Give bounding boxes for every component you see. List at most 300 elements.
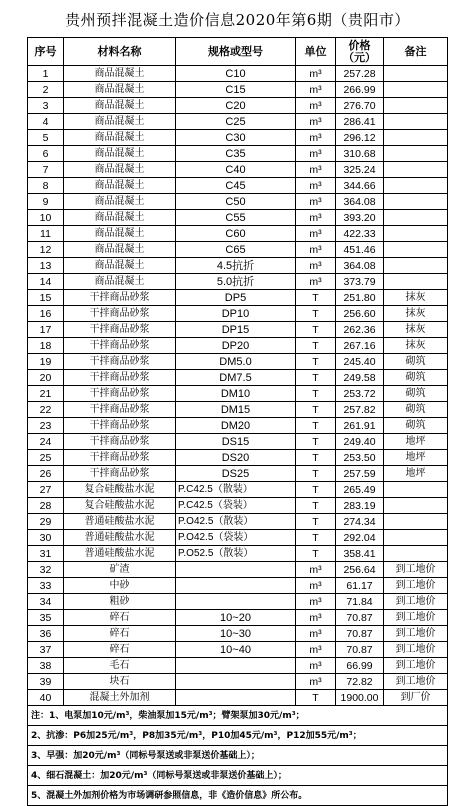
unit-cell: m³: [296, 146, 336, 162]
unit-cell: m³: [296, 82, 336, 98]
unit-cell: m³: [296, 626, 336, 642]
material-spec: DM20: [176, 418, 296, 434]
note-cell: 抹灰: [384, 306, 448, 322]
row-number: 8: [28, 178, 64, 194]
material-spec: P.C42.5（袋装）: [176, 498, 296, 514]
price-cell: 292.04: [336, 530, 384, 546]
unit-cell: m³: [296, 210, 336, 226]
note-cell: [384, 514, 448, 530]
header-unit: 单位: [296, 38, 336, 66]
header-note: 备注: [384, 38, 448, 66]
unit-cell: T: [296, 386, 336, 402]
price-cell: 344.66: [336, 178, 384, 194]
table-row: [28, 146, 448, 162]
row-number: 35: [28, 610, 64, 626]
material-name: 商品混凝土: [64, 210, 176, 226]
unit-cell: m³: [296, 98, 336, 114]
unit-cell: T: [296, 690, 336, 706]
material-spec: P.C42.5（散装）: [176, 482, 296, 498]
price-cell: 253.50: [336, 450, 384, 466]
document-title: 贵州预拌混凝土造价信息2020年第6期（贵阳市）: [65, 11, 410, 29]
material-name: 商品混凝土: [64, 274, 176, 290]
material-name: 商品混凝土: [64, 98, 176, 114]
price-cell: 393.20: [336, 210, 384, 226]
material-name: 商品混凝土: [64, 162, 176, 178]
unit-cell: m³: [296, 66, 336, 82]
header-price: [336, 38, 384, 66]
note-cell: [384, 210, 448, 226]
unit-cell: m³: [296, 562, 336, 578]
price-cell: 249.58: [336, 370, 384, 386]
material-name: 商品混凝土: [64, 82, 176, 98]
unit-cell: m³: [296, 226, 336, 242]
header-spec: 规格或型号: [176, 38, 296, 66]
price-cell: 286.41: [336, 114, 384, 130]
price-cell: 257.82: [336, 402, 384, 418]
price-cell: 251.80: [336, 290, 384, 306]
material-spec: [176, 578, 296, 594]
unit-cell: m³: [296, 658, 336, 674]
table-row: [28, 690, 448, 706]
table-row: [28, 114, 448, 130]
row-number: 19: [28, 354, 64, 370]
material-name: 商品混凝土: [64, 114, 176, 130]
table-row: [28, 338, 448, 354]
row-number: 14: [28, 274, 64, 290]
material-spec: 10~30: [176, 626, 296, 642]
unit-cell: T: [296, 322, 336, 338]
unit-cell: T: [296, 402, 336, 418]
material-spec: C55: [176, 210, 296, 226]
material-name: 商品混凝土: [64, 258, 176, 274]
material-name: 碎石: [64, 626, 176, 642]
table-row: [28, 498, 448, 514]
unit-cell: T: [296, 418, 336, 434]
price-cell: 66.99: [336, 658, 384, 674]
unit-cell: m³: [296, 130, 336, 146]
unit-cell: T: [296, 514, 336, 530]
note-cell: [384, 162, 448, 178]
price-cell: 283.19: [336, 498, 384, 514]
unit-cell: T: [296, 338, 336, 354]
table-row: [28, 210, 448, 226]
table-row: [28, 290, 448, 306]
unit-cell: m³: [296, 674, 336, 690]
unit-cell: m³: [296, 162, 336, 178]
note-cell: 地坪: [384, 466, 448, 482]
material-name: 干拌商品砂浆: [64, 434, 176, 450]
row-number: 30: [28, 530, 64, 546]
table-row: [28, 642, 448, 658]
header-no: 序号: [28, 38, 64, 66]
unit-cell: T: [296, 498, 336, 514]
material-name: 干拌商品砂浆: [64, 450, 176, 466]
row-number: 28: [28, 498, 64, 514]
note-cell: 砌筑: [384, 386, 448, 402]
note-cell: 到工地价: [384, 578, 448, 594]
material-spec: P.O42.5（散装）: [176, 514, 296, 530]
price-cell: 257.59: [336, 466, 384, 482]
note-cell: [384, 546, 448, 562]
material-name: 普通硅酸盐水泥: [64, 546, 176, 562]
note-row: [28, 706, 448, 726]
material-spec: C45: [176, 178, 296, 194]
table-row: [28, 482, 448, 498]
material-spec: 5.0抗折: [176, 274, 296, 290]
note-cell: [384, 482, 448, 498]
row-number: 38: [28, 658, 64, 674]
note-cell: 抹灰: [384, 322, 448, 338]
footnote-text: 3、早强：加20元/m³（同标号泵送或非泵送价基础上）；: [28, 746, 448, 766]
table-row: [28, 578, 448, 594]
header-name: 材料名称: [64, 38, 176, 66]
table-row: [28, 562, 448, 578]
table-row: [28, 370, 448, 386]
price-cell: 1900.00: [336, 690, 384, 706]
table-row: [28, 66, 448, 82]
note-row: [28, 786, 448, 806]
price-cell: 310.68: [336, 146, 384, 162]
note-cell: [384, 178, 448, 194]
note-cell: [384, 258, 448, 274]
table-row: [28, 178, 448, 194]
row-number: 18: [28, 338, 64, 354]
note-cell: 到工地价: [384, 658, 448, 674]
note-cell: [384, 130, 448, 146]
note-cell: 地坪: [384, 450, 448, 466]
row-number: 22: [28, 402, 64, 418]
table-row: [28, 82, 448, 98]
row-number: 36: [28, 626, 64, 642]
table-row: [28, 386, 448, 402]
row-number: 24: [28, 434, 64, 450]
unit-cell: m³: [296, 610, 336, 626]
row-number: 32: [28, 562, 64, 578]
table-row: [28, 130, 448, 146]
note-cell: 抹灰: [384, 338, 448, 354]
price-cell: 422.33: [336, 226, 384, 242]
material-spec: C40: [176, 162, 296, 178]
price-cell: 364.08: [336, 194, 384, 210]
note-cell: 砌筑: [384, 370, 448, 386]
price-cell: 325.24: [336, 162, 384, 178]
row-number: 11: [28, 226, 64, 242]
price-cell: 257.28: [336, 66, 384, 82]
note-row: [28, 766, 448, 786]
material-spec: DM15: [176, 402, 296, 418]
table-header: [28, 38, 448, 66]
material-spec: DM7.5: [176, 370, 296, 386]
table-row: [28, 258, 448, 274]
material-spec: [176, 562, 296, 578]
material-spec: DP20: [176, 338, 296, 354]
price-cell: 256.64: [336, 562, 384, 578]
unit-cell: m³: [296, 194, 336, 210]
material-spec: C25: [176, 114, 296, 130]
price-cell: 253.72: [336, 386, 384, 402]
unit-cell: m³: [296, 114, 336, 130]
note-cell: 抹灰: [384, 290, 448, 306]
table-row: [28, 226, 448, 242]
row-number: 5: [28, 130, 64, 146]
note-cell: [384, 194, 448, 210]
unit-cell: T: [296, 354, 336, 370]
note-cell: 到厂价: [384, 690, 448, 706]
table-row: [28, 242, 448, 258]
row-number: 26: [28, 466, 64, 482]
table-row: [28, 274, 448, 290]
table-row: [28, 402, 448, 418]
material-name: 干拌商品砂浆: [64, 354, 176, 370]
material-spec: C15: [176, 82, 296, 98]
material-name: 干拌商品砂浆: [64, 418, 176, 434]
material-spec: 4.5抗折: [176, 258, 296, 274]
footnote-text: 2、抗渗：P6加25元/m³，P8加35元/m³，P10加45元/m³，P12加55元/m³；: [28, 726, 448, 746]
price-cell: 265.49: [336, 482, 384, 498]
material-name: 干拌商品砂浆: [64, 290, 176, 306]
row-number: 2: [28, 82, 64, 98]
note-cell: 砌筑: [384, 418, 448, 434]
material-name: 商品混凝土: [64, 66, 176, 82]
unit-cell: m³: [296, 258, 336, 274]
material-spec: C35: [176, 146, 296, 162]
material-name: 商品混凝土: [64, 178, 176, 194]
material-name: 复合硅酸盐水泥: [64, 498, 176, 514]
material-spec: DS20: [176, 450, 296, 466]
row-number: 12: [28, 242, 64, 258]
note-cell: [384, 98, 448, 114]
unit-cell: m³: [296, 178, 336, 194]
material-name: 商品混凝土: [64, 226, 176, 242]
table-row: [28, 514, 448, 530]
material-name: 中砂: [64, 578, 176, 594]
row-number: 10: [28, 210, 64, 226]
unit-cell: m³: [296, 594, 336, 610]
unit-cell: T: [296, 434, 336, 450]
material-name: 商品混凝土: [64, 194, 176, 210]
row-number: 34: [28, 594, 64, 610]
note-cell: 到工地价: [384, 594, 448, 610]
row-number: 4: [28, 114, 64, 130]
table-row: [28, 434, 448, 450]
table-row: [28, 162, 448, 178]
table-row: [28, 450, 448, 466]
row-number: 39: [28, 674, 64, 690]
material-spec: C30: [176, 130, 296, 146]
price-cell: 61.17: [336, 578, 384, 594]
price-cell: 364.08: [336, 258, 384, 274]
note-cell: [384, 114, 448, 130]
price-cell: 451.46: [336, 242, 384, 258]
price-cell: 296.12: [336, 130, 384, 146]
header-price-unit: （元）: [343, 50, 376, 64]
row-number: 27: [28, 482, 64, 498]
material-name: 矿渣: [64, 562, 176, 578]
note-cell: [384, 66, 448, 82]
note-cell: 到工地价: [384, 562, 448, 578]
note-row: [28, 726, 448, 746]
material-name: 商品混凝土: [64, 242, 176, 258]
unit-cell: T: [296, 546, 336, 562]
material-name: 干拌商品砂浆: [64, 386, 176, 402]
price-cell: 70.87: [336, 626, 384, 642]
note-cell: [384, 274, 448, 290]
material-spec: C20: [176, 98, 296, 114]
material-spec: C60: [176, 226, 296, 242]
row-number: 9: [28, 194, 64, 210]
price-cell: 276.70: [336, 98, 384, 114]
material-spec: DS25: [176, 466, 296, 482]
table-row: [28, 674, 448, 690]
material-name: 普通硅酸盐水泥: [64, 514, 176, 530]
row-number: 23: [28, 418, 64, 434]
table-row: [28, 466, 448, 482]
unit-cell: T: [296, 466, 336, 482]
unit-cell: T: [296, 530, 336, 546]
note-cell: 到工地价: [384, 642, 448, 658]
material-name: 毛石: [64, 658, 176, 674]
material-spec: DP15: [176, 322, 296, 338]
material-spec: [176, 594, 296, 610]
table-row: [28, 530, 448, 546]
note-cell: 地坪: [384, 434, 448, 450]
row-number: 17: [28, 322, 64, 338]
row-number: 7: [28, 162, 64, 178]
note-cell: [384, 146, 448, 162]
row-number: 15: [28, 290, 64, 306]
table-row: [28, 306, 448, 322]
material-name: 干拌商品砂浆: [64, 402, 176, 418]
material-spec: C10: [176, 66, 296, 82]
price-cell: 245.40: [336, 354, 384, 370]
material-spec: [176, 690, 296, 706]
material-spec: DP5: [176, 290, 296, 306]
unit-cell: m³: [296, 242, 336, 258]
material-spec: DP10: [176, 306, 296, 322]
row-number: 33: [28, 578, 64, 594]
unit-cell: T: [296, 290, 336, 306]
price-cell: 262.36: [336, 322, 384, 338]
material-spec: C65: [176, 242, 296, 258]
material-name: 混凝土外加剂: [64, 690, 176, 706]
table-row: [28, 98, 448, 114]
material-spec: [176, 658, 296, 674]
note-cell: 到工地价: [384, 626, 448, 642]
header-price-label: 价格: [348, 38, 371, 52]
price-cell: 266.99: [336, 82, 384, 98]
row-number: 21: [28, 386, 64, 402]
material-spec: [176, 674, 296, 690]
row-number: 3: [28, 98, 64, 114]
footnote-text: 注：1、电泵加10元/m³，柴油泵加15元/m³；臂架泵加30元/m³；: [28, 706, 448, 726]
unit-cell: T: [296, 370, 336, 386]
material-name: 复合硅酸盐水泥: [64, 482, 176, 498]
row-number: 6: [28, 146, 64, 162]
price-cell: 261.91: [336, 418, 384, 434]
price-cell: 274.34: [336, 514, 384, 530]
table-row: [28, 626, 448, 642]
row-number: 40: [28, 690, 64, 706]
note-cell: [384, 82, 448, 98]
material-spec: DM10: [176, 386, 296, 402]
table-row: [28, 194, 448, 210]
unit-cell: T: [296, 482, 336, 498]
note-row: [28, 746, 448, 766]
price-cell: 256.60: [336, 306, 384, 322]
material-name: 块石: [64, 674, 176, 690]
unit-cell: m³: [296, 274, 336, 290]
material-name: 普通硅酸盐水泥: [64, 530, 176, 546]
note-cell: [384, 530, 448, 546]
material-name: 干拌商品砂浆: [64, 338, 176, 354]
note-cell: 砌筑: [384, 354, 448, 370]
material-spec: 10~40: [176, 642, 296, 658]
material-name: 商品混凝土: [64, 130, 176, 146]
table-row: [28, 610, 448, 626]
material-spec: DS15: [176, 434, 296, 450]
row-number: 29: [28, 514, 64, 530]
material-name: 干拌商品砂浆: [64, 466, 176, 482]
table-row: [28, 594, 448, 610]
material-name: 干拌商品砂浆: [64, 370, 176, 386]
material-spec: P.O42.5（袋装）: [176, 530, 296, 546]
price-cell: 373.79: [336, 274, 384, 290]
table-row: [28, 658, 448, 674]
row-number: 13: [28, 258, 64, 274]
table-body: [28, 66, 448, 706]
material-name: 粗砂: [64, 594, 176, 610]
material-spec: P.O52.5（散装）: [176, 546, 296, 562]
unit-cell: T: [296, 450, 336, 466]
price-cell: 72.82: [336, 674, 384, 690]
note-cell: [384, 226, 448, 242]
price-cell: 267.16: [336, 338, 384, 354]
unit-cell: m³: [296, 578, 336, 594]
table-row: [28, 322, 448, 338]
row-number: 20: [28, 370, 64, 386]
price-cell: 249.40: [336, 434, 384, 450]
row-number: 25: [28, 450, 64, 466]
footnote-text: 5、混凝土外加剂价格为市场调研参照信息，非《造价信息》所公布。: [28, 786, 448, 806]
price-cell: 70.87: [336, 610, 384, 626]
material-spec: C50: [176, 194, 296, 210]
price-cell: 70.87: [336, 642, 384, 658]
unit-cell: T: [296, 306, 336, 322]
material-name: 商品混凝土: [64, 146, 176, 162]
footnote-text: 4、细石混凝土：加20元/m³（同标号泵送或非泵送价基础上）；: [28, 766, 448, 786]
material-name: 干拌商品砂浆: [64, 306, 176, 322]
table-row: [28, 354, 448, 370]
material-name: 碎石: [64, 642, 176, 658]
unit-cell: m³: [296, 642, 336, 658]
note-cell: 砌筑: [384, 402, 448, 418]
note-cell: 到工地价: [384, 610, 448, 626]
table-row: [28, 418, 448, 434]
material-name: 干拌商品砂浆: [64, 322, 176, 338]
material-name: 碎石: [64, 610, 176, 626]
row-number: 31: [28, 546, 64, 562]
row-number: 1: [28, 66, 64, 82]
note-cell: [384, 498, 448, 514]
price-table: [27, 37, 448, 806]
notes-section: [28, 706, 448, 806]
price-cell: 358.41: [336, 546, 384, 562]
note-cell: [384, 242, 448, 258]
table-row: [28, 546, 448, 562]
price-cell: 71.84: [336, 594, 384, 610]
row-number: 16: [28, 306, 64, 322]
header-row: [28, 38, 448, 66]
